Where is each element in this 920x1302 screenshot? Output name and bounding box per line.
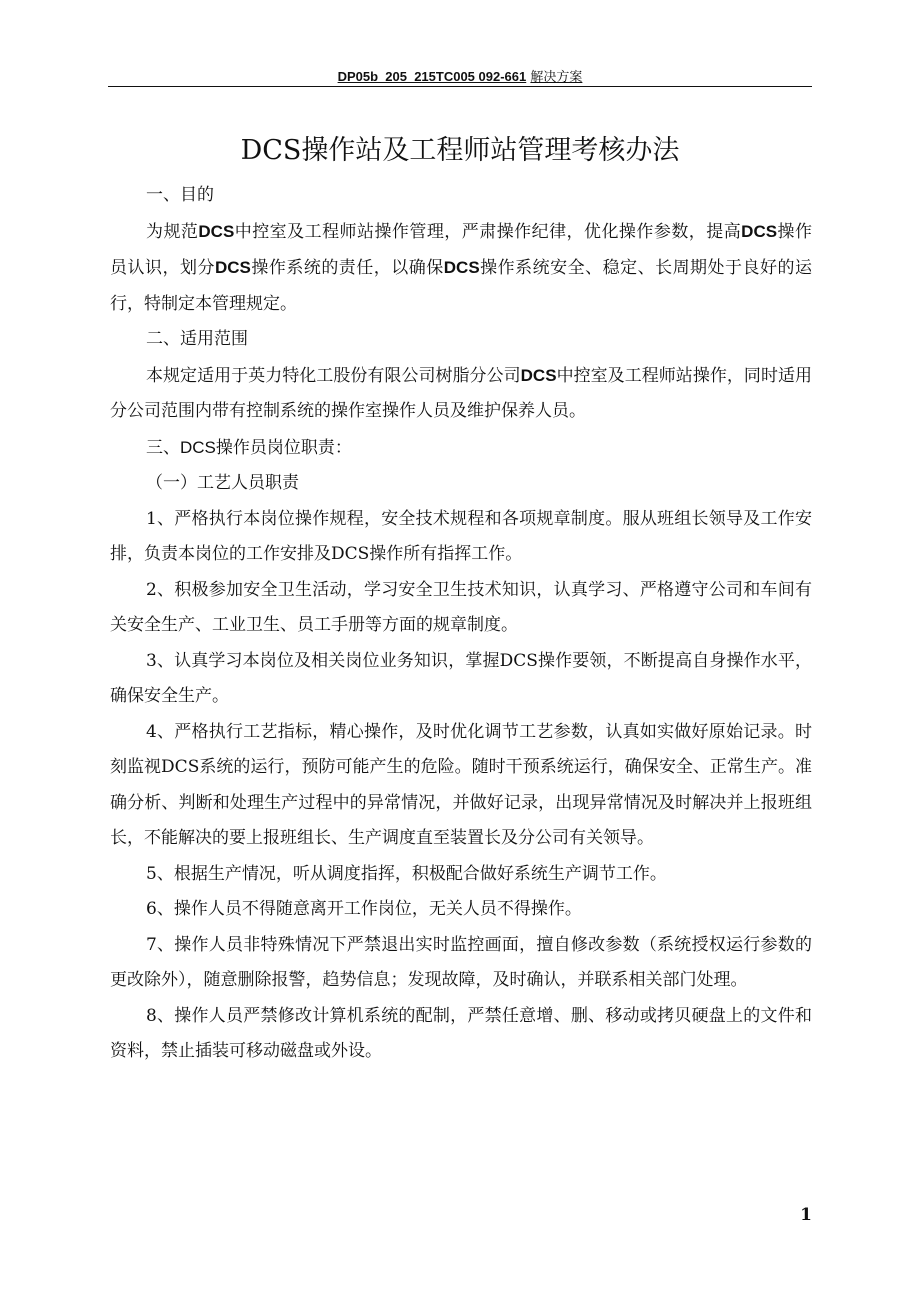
subsection-heading: （一）工艺人员职责 [146, 473, 299, 493]
document-body [110, 178, 812, 1070]
document-code: DP05b_205_215TC005 092-661 [337, 69, 527, 84]
duty-item-8: 8、操作人员严禁修改计算机系统的配制，严禁任意增、删、移动或拷贝硬盘上的文件和资料，禁止插装可移动磁盘或外设。 [110, 1005, 812, 1061]
document-title: DCS操作站及工程师站管理考核办法 [240, 135, 680, 166]
header-rule [108, 86, 812, 87]
duty-item-2: 2、积极参加安全卫生活动，学习安全卫生技术知识，认真学习、严格遵守公司和车间有关安全生产、工业卫生、员工手册等方面的规章制度。 [110, 579, 812, 635]
page-header [108, 66, 812, 85]
duty-item-1: 1、严格执行本岗位操作规程，安全技术规程和各项规章制度。服从班组长领导及工作安排，负责本岗位的工作安排及DCS操作所有指挥工作。 [110, 508, 812, 564]
section-3-heading: 三、DCS操作员岗位职责： [146, 437, 352, 458]
page-number: 1 [800, 1205, 812, 1225]
section-2-paragraph: 本规定适用于英力特化工股份有限公司树脂分公司DCS中控室及工程师站操作，同时适用分公司范围内带有控制系统的操作室操作人员及维护保养人员。 [110, 365, 813, 421]
section-1-heading: 一、目的 [146, 185, 214, 205]
duty-item-7: 7、操作人员非特殊情况下严禁退出实时监控画面，擅自修改参数（系统授权运行参数的更改除外），随意删除报警，趋势信息；发现故障，及时确认，并联系相关部门处理。 [110, 934, 812, 990]
duty-item-4: 4、严格执行工艺指标，精心操作，及时优化调节工艺参数，认真如实做好原始记录。时刻监视DCS系统的运行，预防可能产生的危险。随时干预系统运行，确保安全、正常生产。准确分析、判断和处理生产过程中的异常情况，并做好记录，出现异常情况及时解决并上报班组长，不能解决的要上报班组长、生产调度直至装置长及分公司有关领导。 [110, 721, 812, 848]
header-suffix: 解决方案 [530, 70, 583, 85]
section-2-heading: 二、适用范围 [146, 329, 248, 349]
duty-item-5: 5、根据生产情况，听从调度指挥，积极配合做好系统生产调节工作。 [146, 863, 667, 884]
duty-item-6: 6、操作人员不得随意离开工作岗位，无关人员不得操作。 [146, 899, 582, 919]
section-1-paragraph: 为规范DCS中控室及工程师站操作管理，严肃操作纪律，优化操作参数，提高DCS操作员认识，划分DCS操作系统的责任，以确保DCS操作系统安全、稳定、长周期处于良好的运行，特制定本管理规定。 [110, 221, 813, 314]
duty-item-3: 3、认真学习本岗位及相关岗位业务知识，掌握DCS操作要领，不断提高自身操作水平，确保安全生产。 [110, 650, 812, 706]
